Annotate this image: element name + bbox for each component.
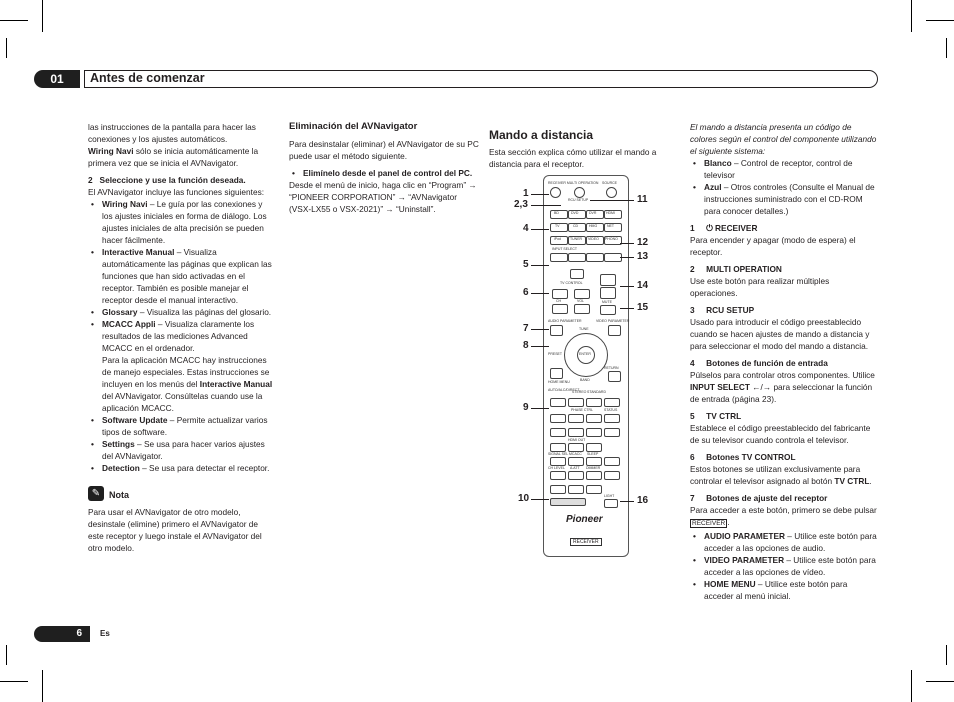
item-term: Wiring Navi bbox=[102, 199, 148, 209]
crop-mark bbox=[926, 20, 954, 21]
page-language: Es bbox=[100, 629, 110, 638]
crop-mark bbox=[946, 645, 947, 665]
item-term: Glossary bbox=[102, 307, 138, 317]
tv-control-label: TV CONTROL bbox=[560, 281, 583, 285]
callout-label: 5 bbox=[523, 259, 529, 270]
advanced-surround-button[interactable] bbox=[604, 398, 620, 407]
remote-intro: Esta sección explica cómo utilizar el mando a distancia para el receptor. bbox=[489, 147, 657, 169]
rewind-button[interactable] bbox=[550, 414, 566, 423]
callout-label: 11 bbox=[637, 194, 648, 205]
entry-body bbox=[690, 463, 878, 487]
entry-body bbox=[690, 504, 878, 530]
item-desc: del AVNavigator. Consúltelas cuando use la aplicación MCACC. bbox=[102, 391, 263, 413]
callout-label: 4 bbox=[523, 223, 529, 234]
return-button[interactable] bbox=[608, 371, 621, 382]
power-icon: ⏻ bbox=[706, 223, 713, 233]
signal-sel-label: SIGNAL SEL bbox=[548, 452, 569, 456]
crop-mark bbox=[42, 0, 43, 32]
step-2-body: El AVNavigator incluye las funciones siguientes: bbox=[88, 187, 265, 197]
entry-heading bbox=[690, 357, 878, 369]
entry-text: Para acceder a este botón, primero se debe pulsar bbox=[690, 505, 877, 515]
callout-line bbox=[620, 257, 634, 258]
clear-button[interactable] bbox=[550, 485, 566, 494]
entry-heading bbox=[690, 304, 878, 316]
item-desc: – Utilice este botón para acceder a las opciones de vídeo. bbox=[704, 555, 876, 577]
receiver-badge: RECEIVER bbox=[692, 520, 726, 527]
status-button[interactable] bbox=[604, 414, 620, 423]
vol-down-button[interactable] bbox=[574, 304, 590, 314]
callout-label: 9 bbox=[523, 402, 529, 413]
input-dvd-label: DVD bbox=[571, 211, 579, 215]
callout-line bbox=[531, 329, 549, 330]
mute-label: MUTE bbox=[602, 300, 612, 304]
master-vol-down-button[interactable] bbox=[600, 287, 616, 299]
callout-label: 14 bbox=[637, 280, 649, 291]
entry-number: 1 bbox=[690, 223, 695, 233]
list-item bbox=[88, 246, 274, 306]
entry-text: . bbox=[727, 517, 730, 527]
item-term: VIDEO PARAMETER bbox=[704, 555, 785, 565]
preset-label: PRESET bbox=[548, 352, 563, 356]
entry-number: 5 bbox=[690, 411, 695, 421]
entry-title: Botones de función de entrada bbox=[706, 358, 828, 368]
entry-body: Usado para introducir el código preestablecido cuando se hacen ajustes de mando a distancia y para seleccionar el modo del mando a distancia. bbox=[690, 317, 870, 351]
callout-line bbox=[531, 293, 549, 294]
callout-line bbox=[531, 346, 549, 347]
column-1 bbox=[88, 121, 274, 474]
dimmer-label: DIMMER bbox=[586, 466, 601, 470]
entry-heading bbox=[690, 492, 878, 504]
ch-up-button[interactable] bbox=[552, 289, 568, 299]
item-desc: Para la aplicación MCACC hay instrucciones de manejo especiales. Estas instrucciones se incluyen en los menús del bbox=[102, 355, 270, 389]
callout-label: 10 bbox=[518, 493, 530, 504]
ch-down-button[interactable] bbox=[552, 304, 568, 314]
remote-receiver-label: RECEIVER bbox=[570, 538, 602, 546]
item-term: Settings bbox=[102, 439, 135, 449]
section-body: Para desinstalar (eliminar) el AVNavigator de su PC puede usar el método siguiente. bbox=[289, 139, 479, 161]
item-desc: – Otros controles (Consulte el Manual de instrucciones suministrado con el CD-ROM para conocer detalles.) bbox=[704, 182, 875, 216]
item-desc: – Se usa para detectar el receptor. bbox=[139, 463, 270, 473]
input-select-left-button[interactable] bbox=[550, 253, 568, 262]
list-item bbox=[88, 306, 274, 318]
callout-line bbox=[531, 499, 549, 500]
input-cd-label: CD bbox=[573, 224, 579, 228]
input-phono-label: PHONO bbox=[605, 237, 618, 241]
entry-body: Para encender y apagar (modo de espera) el receptor. bbox=[690, 235, 856, 257]
entry-term: INPUT SELECT bbox=[690, 382, 750, 392]
entry-title: MULTI OPERATION bbox=[706, 264, 782, 274]
tv-ctrl-button[interactable] bbox=[586, 253, 604, 262]
enter-label: ENTER bbox=[579, 352, 591, 356]
item-desc: – Visualiza las páginas del glosario. bbox=[137, 307, 272, 317]
item-desc: – Le guía por las conexiones y los ajustes iniciales en forma de diálogo. Los ajustes iniciales de alta precisión se pueden hacer fácilmente. bbox=[102, 199, 267, 245]
bullet-title: Elimínelo desde el panel de control del PC. bbox=[303, 168, 473, 178]
callout-line bbox=[620, 501, 634, 502]
audio-parameter-button[interactable] bbox=[550, 325, 563, 336]
num-2-button[interactable] bbox=[568, 443, 584, 452]
ch-level-label: CH LEVEL bbox=[548, 466, 565, 470]
crop-mark bbox=[946, 38, 947, 58]
item-desc: – Se usa para hacer varios ajustes del AVNavigator. bbox=[102, 439, 265, 461]
standard-label: STANDARD bbox=[587, 390, 606, 394]
wiring-paragraph bbox=[88, 145, 274, 169]
entry-title: Botones TV CONTROL bbox=[706, 452, 796, 462]
page-number: 6 bbox=[34, 626, 90, 642]
input-hdmi-label: HDMI bbox=[606, 211, 615, 215]
video-parameter-label: VIDEO PARAMETER bbox=[596, 319, 630, 323]
callout-line bbox=[531, 265, 549, 266]
crop-mark bbox=[0, 681, 28, 682]
callout-line bbox=[590, 200, 634, 201]
entry-heading bbox=[690, 410, 878, 422]
input-video-label: VIDEO bbox=[588, 237, 599, 241]
vol-label: VOL bbox=[577, 299, 585, 303]
crop-mark bbox=[6, 645, 7, 665]
list-item bbox=[88, 414, 274, 438]
rcu-setup-label: RCU SETUP bbox=[568, 198, 589, 202]
callout-label: 12 bbox=[637, 237, 649, 248]
item-term: Interactive Manual bbox=[102, 247, 175, 257]
entry-number: 4 bbox=[690, 358, 695, 368]
item-desc: – Visualiza automáticamente las páginas que explican las funciones que han sido activadas en el receptor. También es posible manejar el receptor desde el manual interactivo. bbox=[102, 247, 272, 305]
item-term: Azul bbox=[704, 182, 722, 192]
wiring-text: sólo se inicia automáticamente la primera vez que se inicia el AVNavigator. bbox=[88, 146, 259, 168]
step-title: Seleccione y use la función deseada. bbox=[99, 175, 246, 185]
callout-label: 16 bbox=[637, 495, 649, 506]
input-select-right-button[interactable] bbox=[568, 253, 586, 262]
callout-label: 2,3 bbox=[514, 199, 528, 210]
light-label: LIGHT bbox=[604, 494, 615, 498]
item-desc: – Permite actualizar varios tipos de software. bbox=[102, 415, 268, 437]
num-1-button[interactable] bbox=[550, 443, 566, 452]
home-menu-label: HOME MENU bbox=[548, 380, 570, 384]
entry-title: RECEIVER bbox=[712, 223, 758, 233]
entry-term: TV CTRL bbox=[834, 476, 870, 486]
callout-line bbox=[531, 205, 561, 206]
list-item bbox=[690, 554, 878, 578]
item-desc: – Utilice este botón para acceder al menú inicial. bbox=[704, 579, 848, 601]
input-tuner-label: TUNER bbox=[570, 237, 583, 241]
auto-label: AUTO/ALC/DIRECT bbox=[548, 388, 580, 392]
audio-parameter-label: AUDIO PARAMETER bbox=[548, 319, 582, 323]
source-button[interactable] bbox=[606, 187, 617, 198]
color-buttons[interactable] bbox=[550, 498, 586, 506]
item-desc: – Control de receptor, control de televisor bbox=[704, 158, 853, 180]
list-item bbox=[690, 181, 878, 217]
input-bd-button[interactable] bbox=[550, 210, 568, 219]
entry-text: Estos botones se utilizan exclusivamente para controlar el televisor asignado al botón bbox=[690, 464, 861, 486]
num-9-button[interactable] bbox=[586, 471, 602, 480]
entry-text: ←/→ para seleccionar la función de entrada (página 23). bbox=[690, 382, 873, 404]
crop-mark bbox=[911, 0, 912, 32]
multi-operation-button[interactable] bbox=[574, 187, 585, 198]
tune-label: TUNE bbox=[579, 327, 589, 331]
bullet-heading bbox=[289, 167, 479, 179]
intro-text: las instrucciones de la pantalla para hacer las conexiones y los ajustes automáticos. bbox=[88, 122, 256, 144]
auto-button[interactable] bbox=[550, 398, 566, 407]
mute-button[interactable] bbox=[600, 305, 616, 315]
num-4-button[interactable] bbox=[550, 457, 566, 466]
callout-label: 1 bbox=[523, 188, 529, 199]
input-dvr-label: DVR bbox=[589, 211, 597, 215]
brand-logo: Pioneer bbox=[566, 514, 603, 525]
item-term: Interactive Manual bbox=[199, 379, 273, 389]
entry-text: Púlselos para controlar otros componentes. Utilice bbox=[690, 370, 875, 380]
num-3-button[interactable] bbox=[586, 443, 602, 452]
prev-button[interactable] bbox=[550, 428, 566, 437]
stop-button[interactable] bbox=[586, 428, 602, 437]
input-tv-label: TV bbox=[555, 224, 560, 228]
callout-line bbox=[620, 308, 634, 309]
entry-number: 2 bbox=[690, 264, 695, 274]
num-0-button[interactable] bbox=[568, 485, 584, 494]
step-number: 2 bbox=[88, 175, 93, 185]
column-2 bbox=[289, 121, 479, 215]
item-desc: – Utilice este botón para acceder a las opciones de audio. bbox=[704, 531, 877, 553]
entry-title: RCU SETUP bbox=[706, 305, 755, 315]
callout-line bbox=[620, 243, 634, 244]
light-button[interactable] bbox=[604, 499, 618, 508]
play-button[interactable] bbox=[586, 414, 602, 423]
item-term: AUDIO PARAMETER bbox=[704, 531, 785, 541]
callout-label: 13 bbox=[637, 251, 649, 262]
return-label: RETURN bbox=[604, 366, 619, 370]
item-term: Software Update bbox=[102, 415, 168, 425]
entry-title: TV CTRL bbox=[706, 411, 742, 421]
callout-line bbox=[531, 194, 549, 195]
crop-mark bbox=[926, 681, 954, 682]
entry-body bbox=[690, 369, 878, 405]
note-icon: ✎ bbox=[88, 486, 104, 501]
list-item bbox=[690, 578, 878, 602]
input-net-label: NET bbox=[607, 224, 614, 228]
crop-mark bbox=[6, 38, 7, 58]
input-ipod-label: iPod bbox=[554, 237, 562, 241]
section-title: Eliminación del AVNavigator bbox=[289, 121, 418, 132]
crop-mark bbox=[911, 670, 912, 702]
wiring-term: Wiring Navi bbox=[88, 146, 134, 156]
remote-top-right: SOURCE bbox=[602, 181, 617, 185]
entry-number: 7 bbox=[690, 493, 695, 503]
entry-heading bbox=[690, 222, 878, 234]
vol-up-button[interactable] bbox=[574, 289, 590, 299]
entry-number: 3 bbox=[690, 305, 695, 315]
video-parameter-button[interactable] bbox=[608, 325, 621, 336]
step-2-heading bbox=[88, 174, 274, 186]
hdmi-out-label: HDMI OUT bbox=[568, 438, 586, 442]
input-hmg-label: HMG bbox=[589, 224, 598, 228]
ch-label: CH bbox=[556, 299, 562, 303]
list-item bbox=[88, 198, 274, 246]
item-term: Blanco bbox=[704, 158, 732, 168]
callout-label: 8 bbox=[523, 340, 529, 351]
input-bd-label: BD bbox=[554, 211, 559, 215]
phase-label: PHASE CTRL bbox=[571, 408, 593, 412]
entry-number: 6 bbox=[690, 452, 695, 462]
band-label: BAND bbox=[580, 378, 590, 382]
callout-line bbox=[531, 229, 549, 230]
master-vol-up-button[interactable] bbox=[600, 274, 616, 286]
column-4 bbox=[690, 121, 878, 602]
sleep-label: SLEEP bbox=[587, 452, 599, 456]
num-8-button[interactable] bbox=[568, 471, 584, 480]
entry-body: Establece el código preestablecido del fabricante de su televisor cuando controla el televisor. bbox=[690, 423, 871, 445]
list-item bbox=[88, 462, 274, 474]
chapter-title: Antes de comenzar bbox=[90, 71, 205, 85]
section-title-remote: Mando a distancia bbox=[489, 128, 594, 142]
a-att-label: A.ATT bbox=[570, 466, 580, 470]
num-7-button[interactable] bbox=[550, 471, 566, 480]
stereo-button[interactable] bbox=[568, 398, 584, 407]
remote-control bbox=[543, 175, 629, 557]
entry-heading bbox=[690, 263, 878, 275]
list-item bbox=[88, 438, 274, 462]
stereo-label: STEREO bbox=[572, 390, 587, 394]
num-5-button[interactable] bbox=[568, 457, 584, 466]
callout-label: 15 bbox=[637, 302, 649, 313]
receiver-power-button[interactable] bbox=[550, 187, 561, 198]
entry-body: Use este botón para realizar múltiples operaciones. bbox=[690, 276, 830, 298]
home-menu-button[interactable] bbox=[550, 368, 563, 379]
enter-small-button[interactable] bbox=[586, 485, 602, 494]
ch-button[interactable] bbox=[604, 471, 620, 480]
note-body: Para usar el AVNavigator de otro modelo, desinstale (elimine) primero el AVNavigator de este receptor y luego instale el AVNavigator del otro modelo. bbox=[88, 507, 262, 553]
item-term: Detection bbox=[102, 463, 140, 473]
entry-heading bbox=[690, 451, 878, 463]
pause-button[interactable] bbox=[568, 428, 584, 437]
item-term: MCACC Appli bbox=[102, 319, 156, 329]
callout-label: 7 bbox=[523, 323, 529, 334]
tv-input-button[interactable] bbox=[570, 269, 584, 279]
remote-top-left: RECEIVER MULTI OPERATION bbox=[548, 181, 599, 185]
phase-ctrl-button[interactable] bbox=[568, 414, 584, 423]
callout-line bbox=[531, 408, 549, 409]
num-6-button[interactable] bbox=[586, 457, 602, 466]
list-item bbox=[690, 530, 878, 554]
entry-text: . bbox=[869, 476, 872, 486]
crop-mark bbox=[42, 670, 43, 702]
callout-line bbox=[620, 286, 634, 287]
note-title: Nota bbox=[109, 490, 129, 500]
entry-title: Botones de ajuste del receptor bbox=[706, 493, 828, 503]
crop-mark bbox=[0, 20, 28, 21]
callout-label: 6 bbox=[523, 287, 529, 298]
status-label: STATUS bbox=[604, 408, 618, 412]
item-desc: – Visualiza claramente los resultados de las mediciones Advanced MCACC en el ordenador. bbox=[102, 319, 255, 353]
chapter-number: 01 bbox=[34, 70, 80, 88]
standard-button[interactable] bbox=[586, 398, 602, 407]
next-button[interactable] bbox=[604, 428, 620, 437]
input-select-label: INPUT SELECT bbox=[552, 247, 578, 251]
info-button[interactable] bbox=[604, 457, 620, 466]
mcacc-label: MCACC bbox=[569, 452, 582, 456]
uninstall-path: Desde el menú de inicio, haga clic en “Program” → “PIONEER CORPORATION” → “AVNavigator (VSX-LX55 o VSX-2021)” → “Uninstall”. bbox=[289, 180, 477, 214]
item-term: HOME MENU bbox=[704, 579, 756, 589]
list-item bbox=[88, 318, 274, 414]
list-item bbox=[690, 157, 878, 181]
color-code-intro: El mando a distancia presenta un código de colores según el control del componente utilizando el siguiente sistema: bbox=[690, 122, 877, 156]
